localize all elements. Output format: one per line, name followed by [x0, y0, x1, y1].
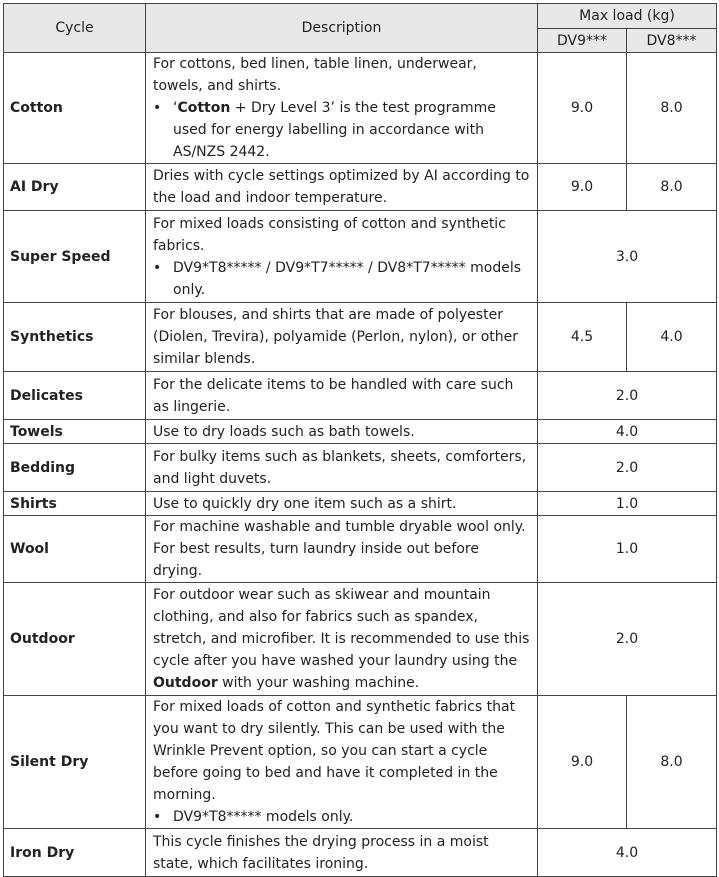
cycle-name: Cotton	[4, 53, 146, 164]
cycle-header: Cycle	[4, 4, 146, 53]
load-both-models: 2.0	[538, 444, 717, 492]
cycle-description	[146, 516, 538, 583]
dv8-load: 8.0	[627, 696, 717, 829]
table-row	[4, 420, 717, 444]
bullet-text-pre: ‘	[173, 100, 178, 116]
dv8-load: 4.0	[627, 303, 717, 372]
description-text-2: For best results, turn laundry inside out before drying.	[153, 541, 479, 579]
table-row	[4, 516, 717, 583]
cycle-description: For blouses, and shirts that are made of polyester (Diolen, Trevira), polyamide (Perlon, nylon), or other similar blends.	[146, 303, 538, 372]
cycle-name: Bedding	[4, 444, 146, 492]
cycle-name: Wool	[4, 516, 146, 583]
cycle-description: Use to dry loads such as bath towels.	[146, 420, 538, 444]
description-header: Description	[146, 4, 538, 53]
bullet-icon: •	[153, 100, 162, 116]
load-both-models: 4.0	[538, 420, 717, 444]
bullet-icon: •	[153, 259, 162, 276]
dv8-load: 8.0	[627, 164, 717, 211]
cycle-name: Outdoor	[4, 583, 146, 696]
cycle-description: This cycle finishes the drying process in a moist state, which facilitates ironing.	[146, 829, 538, 877]
description-text-post: with your washing machine.	[217, 675, 420, 691]
dv9-load: 9.0	[538, 696, 627, 829]
cycle-description	[146, 211, 538, 303]
cycle-name: Super Speed	[4, 211, 146, 303]
load-both-models: 1.0	[538, 492, 717, 516]
cycle-table	[3, 3, 717, 877]
table-row	[4, 583, 717, 696]
cycle-description	[146, 696, 538, 829]
cycle-description: Dries with cycle settings optimized by AI according to the load and indoor temperature.	[146, 164, 538, 211]
description-text: For mixed loads consisting of cotton and synthetic fabrics.	[153, 215, 506, 254]
cycle-name: AI Dry	[4, 164, 146, 211]
cycle-description: Use to quickly dry one item such as a shirt.	[146, 492, 538, 516]
bullet-note	[153, 257, 531, 301]
table-row	[4, 211, 717, 303]
description-text: For machine washable and tumble dryable wool only.	[153, 519, 526, 535]
load-both-models: 4.0	[538, 829, 717, 877]
table-row	[4, 492, 717, 516]
dv8-header: DV8***	[627, 29, 717, 53]
load-both-models: 2.0	[538, 583, 717, 696]
bullet-text: DV9*T8***** models only.	[173, 809, 354, 825]
dv9-load: 4.5	[538, 303, 627, 372]
bullet-note	[153, 97, 531, 163]
table-row	[4, 303, 717, 372]
dv9-header: DV9***	[538, 29, 627, 53]
load-both-models: 1.0	[538, 516, 717, 583]
table-row	[4, 372, 717, 420]
table-row	[4, 164, 717, 211]
cycle-name: Synthetics	[4, 303, 146, 372]
cycle-name: Shirts	[4, 492, 146, 516]
cycle-name: Delicates	[4, 372, 146, 420]
description-text: For cottons, bed linen, table linen, underwear, towels, and shirts.	[153, 56, 477, 94]
table-row	[4, 53, 717, 164]
max-load-header: Max load (kg)	[538, 4, 717, 29]
table-row	[4, 444, 717, 492]
dv8-load: 8.0	[627, 53, 717, 164]
cycle-name: Silent Dry	[4, 696, 146, 829]
cycle-description	[146, 53, 538, 164]
table-row	[4, 829, 717, 877]
description-text-pre: For outdoor wear such as skiwear and mountain clothing, and also for fabrics such as spandex, stretch, and microfiber. It is recommended to use this cycle after you have washed your laundry using the	[153, 587, 530, 669]
cycle-description: For bulky items such as blankets, sheets, comforters, and light duvets.	[146, 444, 538, 492]
dv9-load: 9.0	[538, 164, 627, 211]
bullet-text-bold: Cotton	[177, 100, 231, 116]
load-both-models: 3.0	[538, 211, 717, 303]
description-text-bold: Outdoor	[153, 675, 218, 691]
bullet-text-post: + Dry Level 3’ is the test programme used for energy labelling in accordance with AS/NZS 2442.	[173, 100, 496, 160]
load-both-models: 2.0	[538, 372, 717, 420]
cycle-description: For the delicate items to be handled with care such as lingerie.	[146, 372, 538, 420]
table-row	[4, 696, 717, 829]
cycle-name: Iron Dry	[4, 829, 146, 877]
bullet-icon: •	[153, 809, 162, 825]
bullet-text: DV9*T8***** / DV9*T7***** / DV8*T7***** models only.	[173, 259, 522, 298]
dv9-load: 9.0	[538, 53, 627, 164]
bullet-note	[153, 806, 531, 828]
description-text: For mixed loads of cotton and synthetic fabrics that you want to dry silently. This can be used with the Wrinkle Prevent option, so you can start a cycle before going to bed and have it completed in the morning.	[153, 699, 516, 803]
cycle-name: Towels	[4, 420, 146, 444]
cycle-description	[146, 583, 538, 696]
